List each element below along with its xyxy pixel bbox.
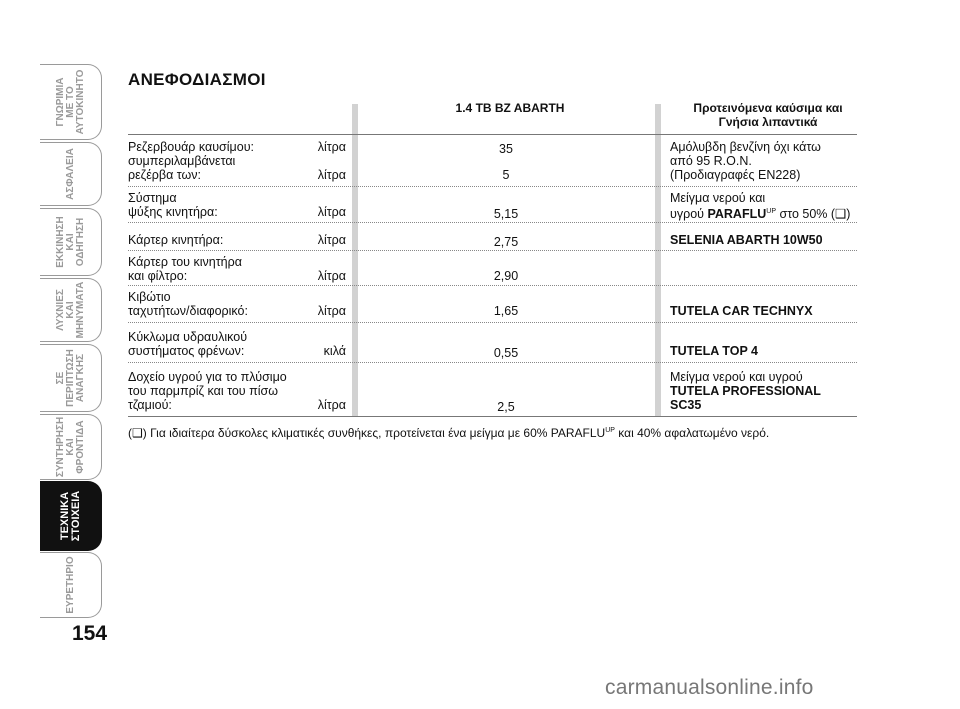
row-gearbox-value: 1,65 bbox=[493, 304, 519, 318]
row-divider bbox=[128, 186, 857, 187]
row-engine-sump-item: Κάρτερ κινητήρα: bbox=[128, 233, 224, 247]
row-brakes-fuel: TUTELA TOP 4 bbox=[670, 344, 758, 358]
row-washer-value: 2,5 bbox=[497, 400, 515, 414]
tab-intro-label: ΓΝΩΡΙΜΙΑ ΜΕ ΤΟ ΑΥΤΟΚΙΝΗΤΟ bbox=[54, 69, 86, 135]
tab-maintenance[interactable] bbox=[40, 414, 102, 480]
tab-safety[interactable] bbox=[40, 142, 102, 206]
tab-emergency[interactable] bbox=[40, 344, 102, 412]
row-cooling-unit: λίτρα bbox=[317, 205, 346, 219]
table-rule bbox=[128, 134, 857, 135]
page-number: 154 bbox=[72, 622, 108, 645]
tab-emergency-label: ΣΕ ΠΕΡΙΠΤΩΣΗ ΑΝΑΓΚΗΣ bbox=[54, 349, 86, 407]
row-divider bbox=[128, 222, 857, 223]
row-brakes-unit: κιλά bbox=[323, 344, 346, 358]
tab-safety-label: ΑΣΦΑΛΕΙΑ bbox=[64, 148, 76, 200]
row-fuel-tank-reserve-value: 5 bbox=[502, 168, 510, 182]
row-washer-unit: λίτρα bbox=[317, 398, 346, 412]
row-fuel-tank-reserve-unit: λίτρα bbox=[317, 168, 346, 182]
header-model: 1.4 TB BZ ABARTH bbox=[455, 101, 565, 115]
footnote: (❑) Για ιδιαίτερα δύσκολες κλιματικές συνθήκες, προτείνεται ένα μείγμα με 60% $PARAFLU^{UP}$ και 40% αφαλατωμένο νερό. bbox=[128, 426, 770, 440]
column-divider bbox=[352, 104, 358, 416]
tab-index[interactable] bbox=[40, 552, 102, 618]
row-cooling-fuel-line1: Μείγμα νερού και bbox=[670, 191, 766, 205]
watermark: carmanualsonline.info bbox=[605, 676, 814, 699]
tab-technical-data[interactable] bbox=[40, 481, 102, 551]
row-sump-filter-item: Κάρτερ του κινητήρα και φίλτρο: bbox=[128, 255, 242, 283]
row-cooling-item: Σύστημα ψύξης κινητήρα: bbox=[128, 191, 218, 219]
row-washer-item: Δοχείο υγρού για το πλύσιμο του παρμπρίζ και του πίσω τζαμιού: bbox=[128, 370, 287, 412]
chapter-sidebar bbox=[0, 0, 110, 709]
row-brakes-value: 0,55 bbox=[493, 346, 519, 360]
tab-warning-lights[interactable] bbox=[40, 278, 102, 342]
tab-starting-driving[interactable] bbox=[40, 208, 102, 276]
tab-technical-data-label: ΤΕΧΝΙΚΑ ΣΤΟΙΧΕΙΑ bbox=[58, 490, 82, 542]
row-washer-fuel-line1: Μείγμα νερού και υγρού bbox=[670, 370, 803, 384]
row-divider bbox=[128, 285, 857, 286]
row-fuel-tank-fuel: Αμόλυβδη βενζίνη όχι κάτω από 95 R.O.N. (Προδιαγραφές EN228) bbox=[670, 140, 821, 182]
row-engine-sump-fuel: SELENIA ABARTH 10W50 bbox=[670, 233, 823, 247]
row-fuel-tank-unit: λίτρα bbox=[317, 140, 346, 154]
row-divider bbox=[128, 250, 857, 251]
tab-index-label: ΕΥΡΕΤΗΡΙΟ bbox=[64, 556, 76, 614]
row-engine-sump-value: 2,75 bbox=[493, 235, 519, 249]
page-title: ΑΝΕΦΟΔΙΑΣΜΟΙ bbox=[128, 70, 266, 89]
row-divider bbox=[128, 322, 857, 323]
row-divider bbox=[128, 362, 857, 363]
row-cooling-value: 5,15 bbox=[493, 207, 519, 221]
table-rule bbox=[128, 416, 857, 417]
header-fuel-line1: Προτεινόμενα καύσιμα και bbox=[693, 101, 843, 115]
row-fuel-tank-item: Ρεζερβουάρ καυσίμου: συμπεριλαμβάνεται ρεζέρβα των: bbox=[128, 140, 255, 182]
tab-maintenance-label: ΣΥΝΤΗΡΗΣΗ ΚΑΙ ΦΡΟΝΤΙΔΑ bbox=[54, 416, 86, 478]
row-brakes-item: Κύκλωμα υδραυλικού συστήματος φρένων: bbox=[128, 330, 248, 358]
row-cooling-fuel-line2: υγρού $PARAFLU^{UP}$ στο 50% (❑) bbox=[670, 207, 851, 222]
column-divider bbox=[655, 104, 661, 416]
row-sump-filter-unit: λίτρα bbox=[317, 269, 346, 283]
header-fuel-line2: Γνήσια λιπαντικά bbox=[718, 115, 818, 129]
tab-intro[interactable] bbox=[40, 64, 102, 140]
row-sump-filter-value: 2,90 bbox=[493, 269, 519, 283]
row-engine-sump-unit: λίτρα bbox=[317, 233, 346, 247]
row-washer-fuel-brand: TUTELA PROFESSIONAL SC35 bbox=[670, 384, 821, 412]
row-fuel-tank-value: 35 bbox=[499, 142, 513, 156]
tab-starting-driving-label: ΕΚΚΙΝΗΣΗ ΚΑΙ ΟΔΗΓΗΣΗ bbox=[54, 216, 86, 268]
row-gearbox-unit: λίτρα bbox=[317, 304, 346, 318]
tab-warning-lights-label: ΛΥΧΝΙΕΣ ΚΑΙ ΜΗΝΥΜΑΤΑ bbox=[54, 281, 86, 339]
row-gearbox-item: Κιβώτιο ταχυτήτων/διαφορικό: bbox=[128, 290, 248, 318]
row-gearbox-fuel: TUTELA CAR TECHNYX bbox=[670, 304, 813, 318]
